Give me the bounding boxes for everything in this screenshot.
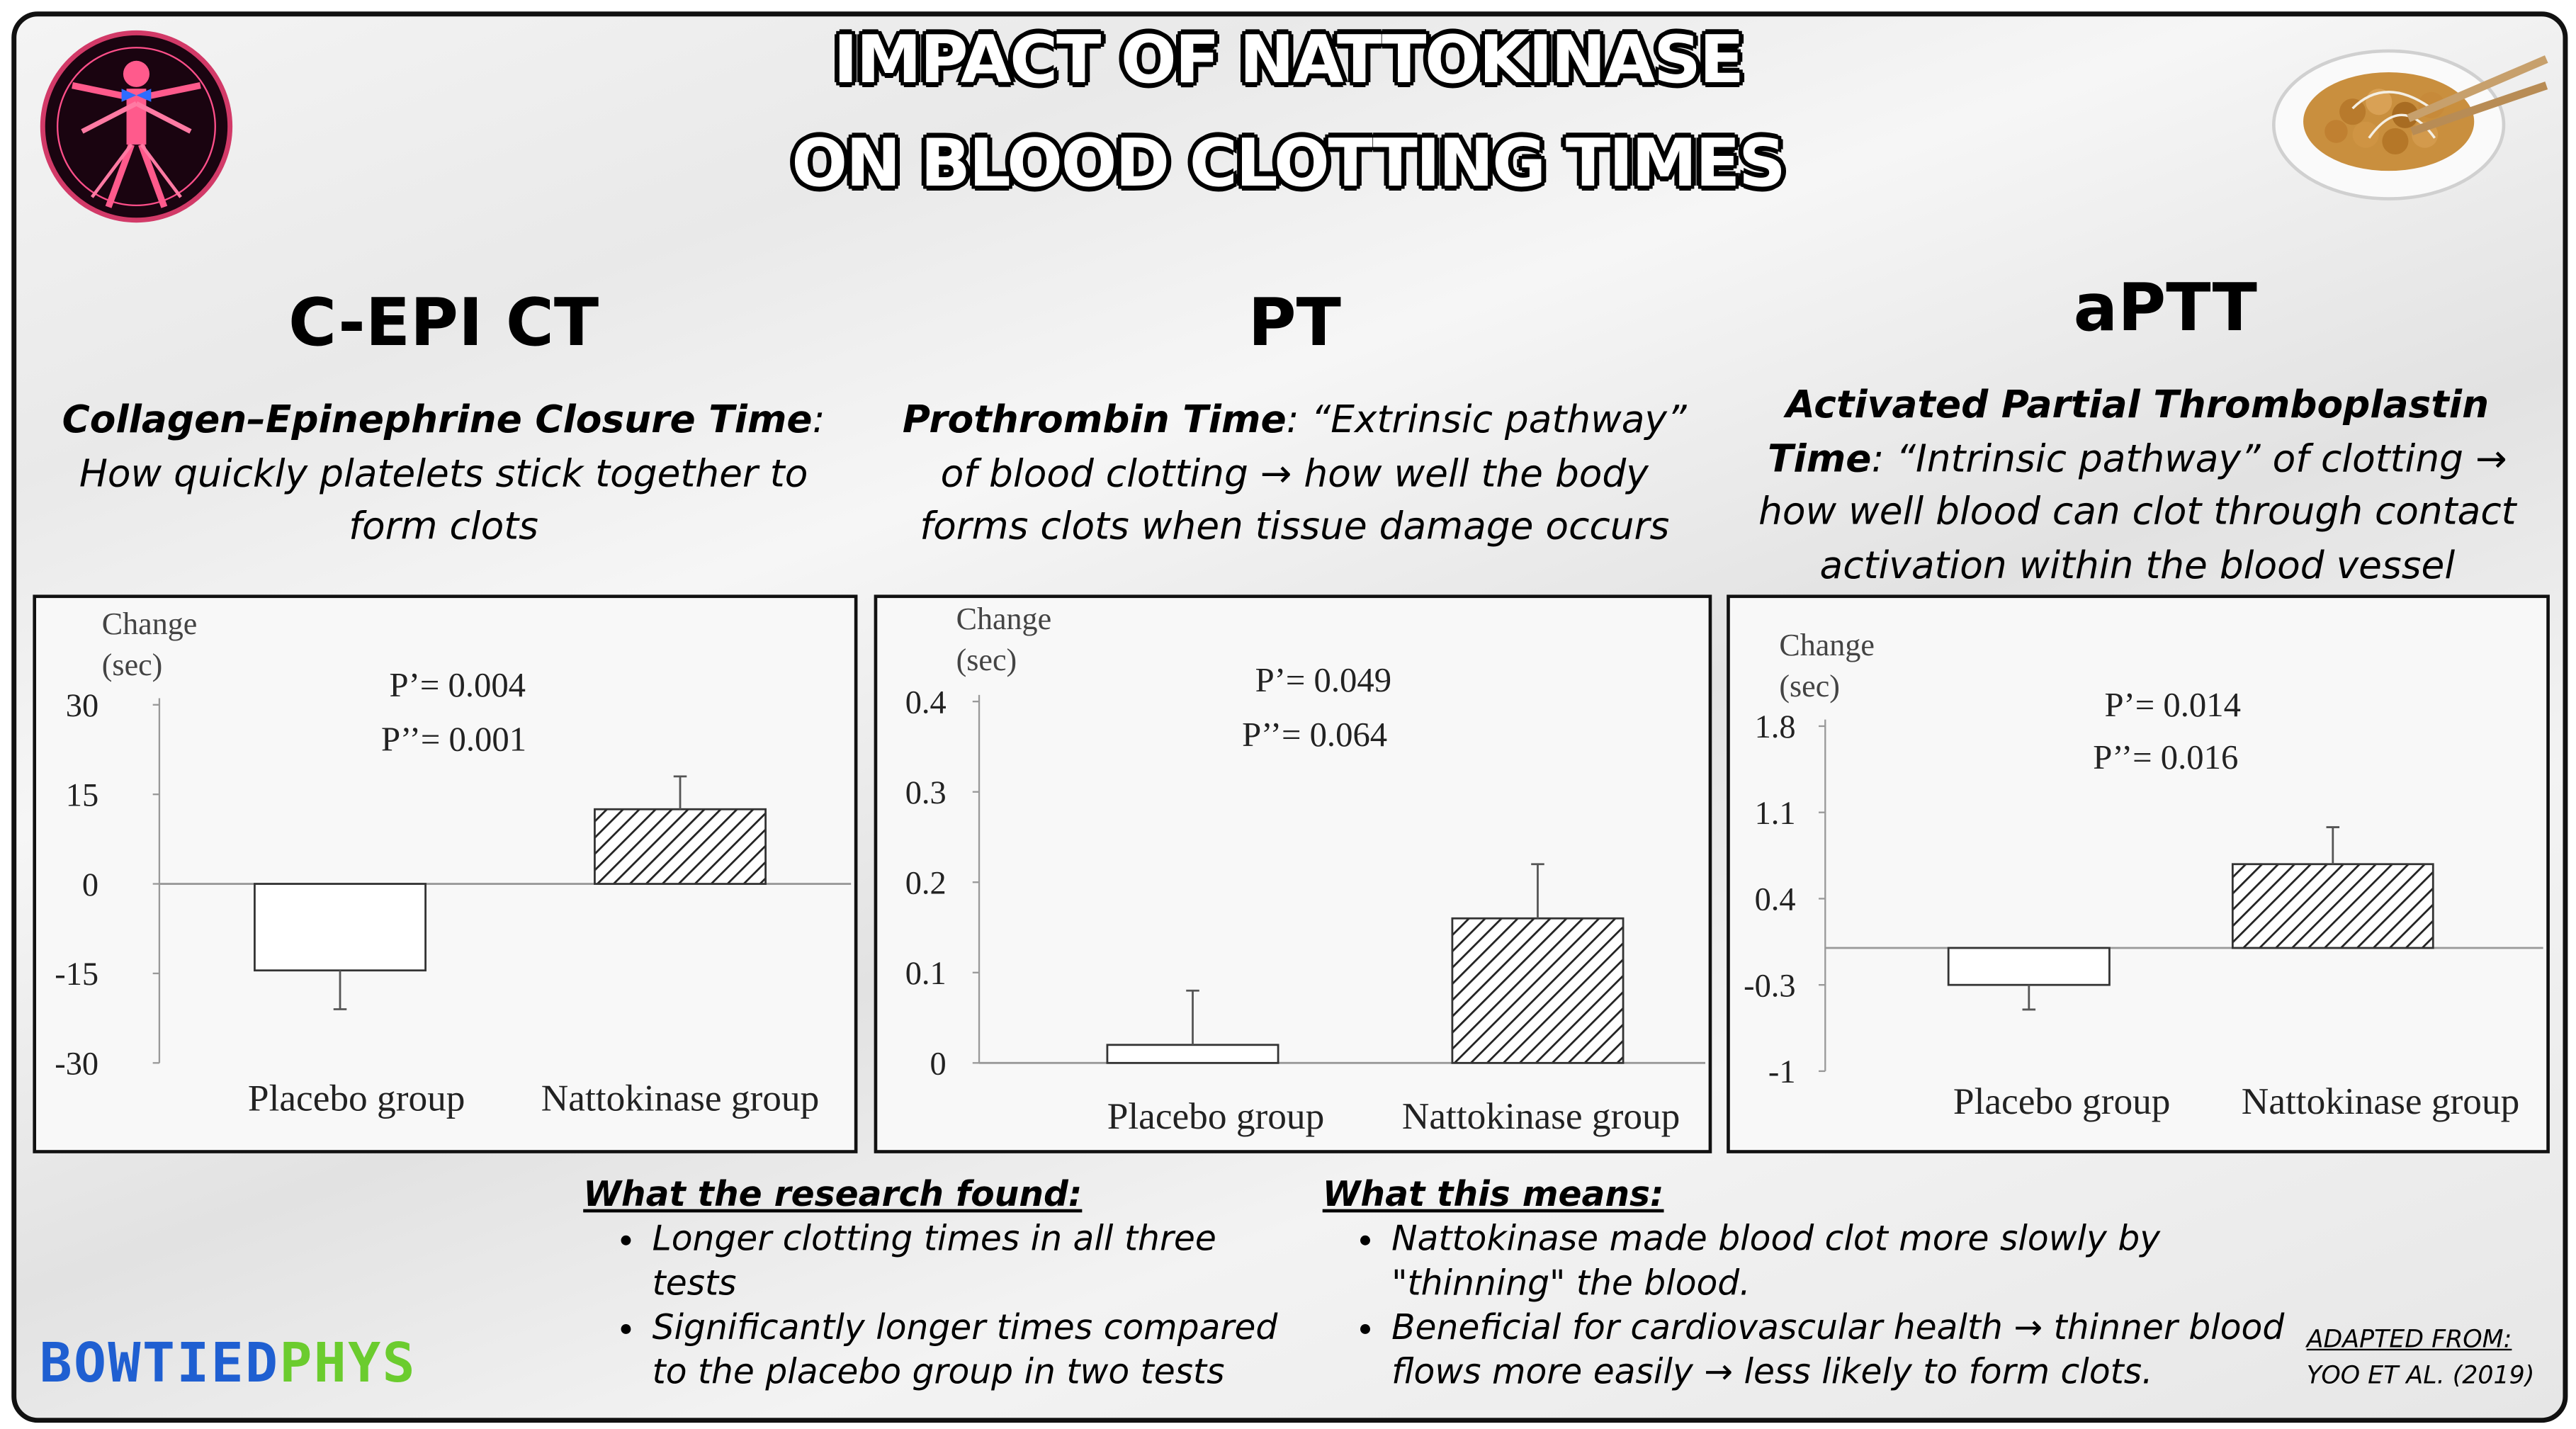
- heading-pt: PT: [1248, 286, 1341, 362]
- y-axis-label: Change: [1779, 628, 1875, 663]
- y-tick-label: -15: [55, 956, 99, 993]
- chart-panel-aptt: [1727, 594, 2550, 1153]
- chart-svg: [877, 598, 1708, 1150]
- chart-panel-cepi-ct: [33, 594, 857, 1153]
- title-line-2: ON BLOOD CLOTTING TIMES: [791, 126, 1785, 203]
- bar-placebo: [254, 884, 425, 971]
- p-value-annotation: P’’= 0.001: [380, 720, 527, 759]
- brand-part-1: BOWTIED: [39, 1331, 280, 1395]
- brand-part-2: PHYS: [279, 1331, 417, 1395]
- bar-placebo: [1107, 1045, 1278, 1063]
- bar-nattokinase: [594, 809, 765, 883]
- y-tick-label: 0.4: [905, 684, 947, 721]
- meaning-heading: What this means:: [1322, 1174, 1664, 1214]
- desc-pt: [884, 395, 1705, 555]
- chart-svg: [36, 598, 854, 1150]
- p-value-annotation: P’= 0.014: [2104, 686, 2241, 725]
- findings-item: • Longer clotting times in all three tests: [653, 1217, 1306, 1306]
- p-value-annotation: P’= 0.004: [389, 666, 526, 705]
- y-axis-label: (sec): [956, 643, 1017, 678]
- y-tick-label: 0.2: [905, 865, 947, 902]
- x-category-label: Nattokinase group: [541, 1076, 820, 1119]
- citation-source: YOO ET AL. (2019): [2306, 1360, 2535, 1390]
- x-category-label: Nattokinase group: [2241, 1080, 2520, 1123]
- y-tick-label: 0: [81, 866, 99, 903]
- y-tick-label: 1.8: [1754, 709, 1796, 746]
- y-axis-label: (sec): [1779, 669, 1840, 704]
- bar-placebo: [1948, 948, 2109, 985]
- title-line-1: IMPACT OF NATTOKINASE: [833, 23, 1743, 99]
- x-category-label: Placebo group: [1953, 1080, 2171, 1123]
- p-value-annotation: P’’= 0.016: [2093, 738, 2239, 777]
- x-category-label: Placebo group: [247, 1076, 465, 1119]
- bar-nattokinase: [1452, 918, 1623, 1063]
- chart-panel-pt: [874, 594, 1712, 1153]
- term-pt: Prothrombin Time: [902, 399, 1287, 442]
- y-tick-label: 15: [65, 777, 99, 814]
- y-tick-label: 0.4: [1754, 881, 1796, 918]
- y-axis-label: Change: [956, 601, 1052, 637]
- y-tick-label: 0.1: [905, 956, 947, 993]
- citation-label: ADAPTED FROM:: [2306, 1324, 2512, 1354]
- heading-aptt: aPTT: [2073, 271, 2257, 347]
- y-axis-label: (sec): [101, 648, 163, 683]
- y-tick-label: 30: [65, 688, 99, 725]
- y-tick-label: -1: [1768, 1054, 1796, 1091]
- x-category-label: Nattokinase group: [1401, 1095, 1680, 1138]
- p-value-annotation: P’’= 0.064: [1242, 715, 1388, 754]
- term-aptt: Activated Partial Thromboplastin Time: [1768, 384, 2490, 481]
- y-tick-label: 1.1: [1754, 795, 1796, 832]
- bar-nattokinase: [2232, 864, 2433, 948]
- meaning-item: • Beneficial for cardiovascular health → thinner blood flows more easily → less likely to form clots.: [1391, 1306, 2300, 1395]
- heading-cepi-ct: C-EPI CT: [288, 286, 599, 362]
- citation: [2307, 1321, 2553, 1393]
- meaning-item: • Nattokinase made blood clot more slowly by "thinning" the blood.: [1391, 1217, 2300, 1306]
- desc-aptt: [1732, 380, 2543, 593]
- y-axis-label: Change: [101, 606, 198, 642]
- x-category-label: Placebo group: [1107, 1095, 1325, 1138]
- text-cepi-ct: : How quickly platelets stick together to form clots: [79, 399, 825, 549]
- desc-cepi-ct: [40, 395, 848, 555]
- findings-block: [583, 1173, 1306, 1395]
- y-tick-label: -30: [55, 1046, 99, 1083]
- chart-svg: [1730, 598, 2546, 1150]
- findings-heading: What the research found:: [583, 1174, 1083, 1214]
- term-cepi-ct: Collagen–Epinephrine Closure Time: [62, 399, 813, 442]
- y-tick-label: 0: [930, 1046, 947, 1083]
- text-aptt: : “Intrinsic pathway” of clotting → how well blood can clot through contact activation within the blood vessel: [1758, 437, 2516, 587]
- y-tick-label: 0.3: [905, 774, 947, 811]
- brand-logo: [40, 1331, 417, 1394]
- meaning-block: [1323, 1173, 2300, 1395]
- p-value-annotation: P’= 0.049: [1255, 661, 1392, 700]
- text-pt: : “Extrinsic pathway” of blood clotting → how well the body forms clots when tissue damage occurs: [920, 399, 1687, 549]
- y-tick-label: -0.3: [1744, 968, 1796, 1005]
- findings-item: • Significantly longer times compared to the placebo group in two tests: [653, 1306, 1306, 1395]
